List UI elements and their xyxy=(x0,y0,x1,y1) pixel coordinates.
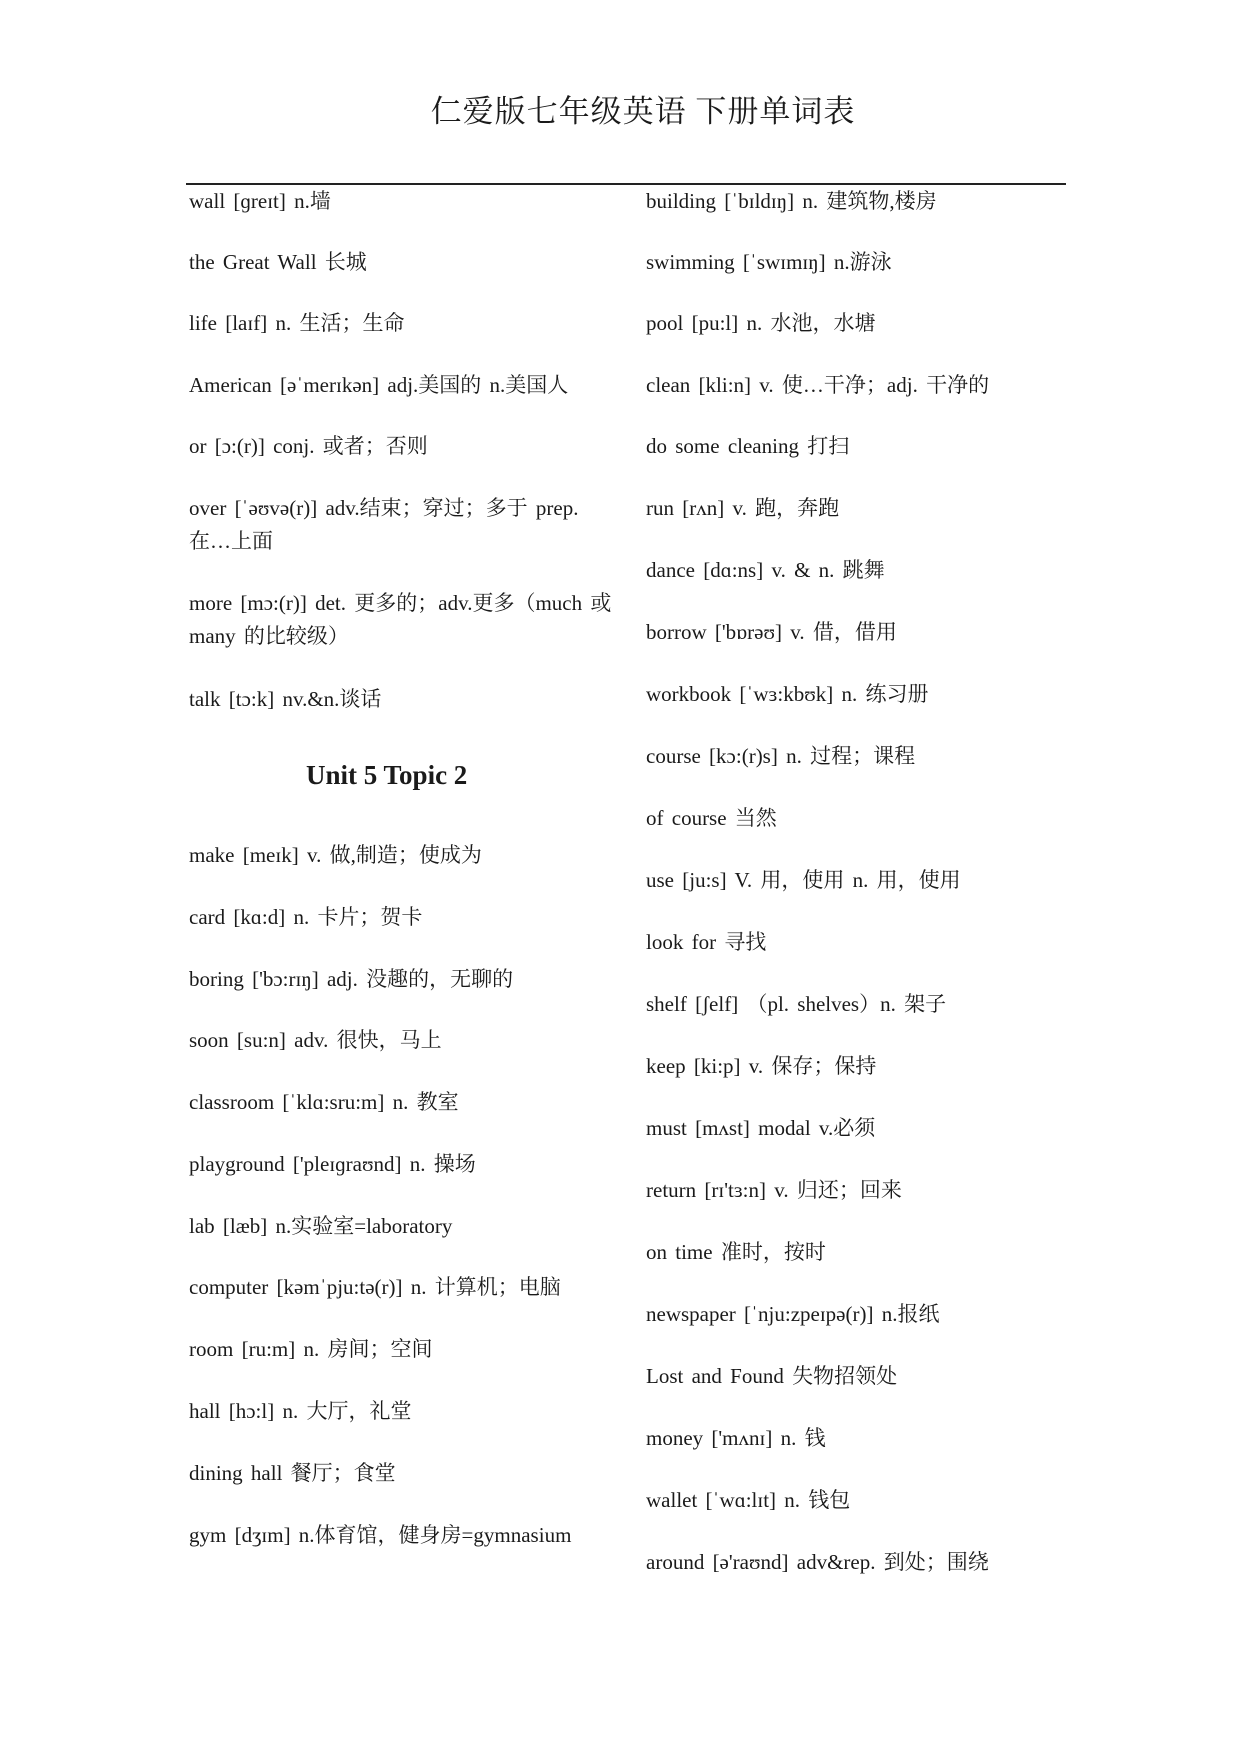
word-entry: gym [dʒɪm] n.体育馆，健身房=gymnasium xyxy=(189,1523,572,1547)
word-entry: borrow ['bɒrəʊ] v. 借，借用 xyxy=(646,620,897,644)
word-entry: workbook [ˈwɜ:kbʊk] n. 练习册 xyxy=(646,682,929,706)
word-entry: must [mʌst] modal v.必须 xyxy=(646,1116,876,1140)
word-entry: or [ɔ:(r)] conj. 或者；否则 xyxy=(189,434,428,458)
word-entry: return [rɪ'tɜ:n] v. 归还；回来 xyxy=(646,1178,902,1202)
word-entry: wall [ɡreɪt] n.墙 xyxy=(189,189,331,213)
word-entry: the Great Wall 长城 xyxy=(189,250,367,274)
unit-heading: Unit 5 Topic 2 xyxy=(306,760,468,790)
word-entry: over [ˈəʊvə(r)] adv.结束；穿过；多于 prep. 在…上面 xyxy=(189,496,579,553)
word-entry: wallet [ˈwɑ:lɪt] n. 钱包 xyxy=(646,1488,851,1512)
word-entry: make [meɪk] v. 做,制造；使成为 xyxy=(189,843,482,867)
word-entry: American [əˈmerɪkən] adj.美国的 n.美国人 xyxy=(189,373,569,397)
word-entry: use [ju:s] V. 用，使用 n. 用，使用 xyxy=(646,868,961,892)
word-entry: pool [pu:l] n. 水池，水塘 xyxy=(646,311,876,335)
word-entry: hall [hɔ:l] n. 大厅，礼堂 xyxy=(189,1399,412,1423)
word-entry: of course 当然 xyxy=(646,806,777,830)
word-entry: lab [læb] n.实验室=laboratory xyxy=(189,1214,453,1238)
word-entry: soon [su:n] adv. 很快，马上 xyxy=(189,1028,442,1052)
word-entry: dance [dɑ:ns] v. & n. 跳舞 xyxy=(646,558,885,582)
word-entry: classroom [ˈklɑ:sru:m] n. 教室 xyxy=(189,1090,459,1114)
word-entry: around [ə'raʊnd] adv&rep. 到处；围绕 xyxy=(646,1550,989,1574)
word-entry: keep [ki:p] v. 保存；保持 xyxy=(646,1054,877,1078)
word-entry: computer [kəmˈpju:tə(r)] n. 计算机；电脑 xyxy=(189,1275,561,1299)
word-entry: on time 准时，按时 xyxy=(646,1240,826,1264)
word-entry: dining hall 餐厅；食堂 xyxy=(189,1461,396,1485)
word-entry: shelf [ʃelf] （pl. shelves）n. 架子 xyxy=(646,992,947,1016)
page-title: 仁爱版七年级英语 下册单词表 xyxy=(430,94,856,129)
word-entry: room [ru:m] n. 房间；空间 xyxy=(189,1337,433,1361)
word-entry: money ['mʌnɪ] n. 钱 xyxy=(646,1426,826,1450)
word-entry: building [ˈbɪldɪŋ] n. 建筑物,楼房 xyxy=(646,189,937,213)
word-entry: talk [tɔ:k] nv.&n.谈话 xyxy=(189,687,382,711)
word-entry: boring ['bɔ:rɪŋ] adj. 没趣的，无聊的 xyxy=(189,967,514,991)
word-entry: newspaper [ˈnju:zpeɪpə(r)] n.报纸 xyxy=(646,1302,940,1326)
word-entry: course [kɔ:(r)s] n. 过程；课程 xyxy=(646,744,916,768)
word-entry: do some cleaning 打扫 xyxy=(646,434,850,458)
word-entry: Lost and Found 失物招领处 xyxy=(646,1364,898,1388)
word-entry: card [kɑ:d] n. 卡片；贺卡 xyxy=(189,905,423,929)
word-entry: run [rʌn] v. 跑，奔跑 xyxy=(646,496,840,520)
word-entry: playground ['pleɪɡraʊnd] n. 操场 xyxy=(189,1152,476,1176)
word-entry: more [mɔ:(r)] det. 更多的；adv.更多（much 或 many 的比较级） xyxy=(189,591,612,648)
word-entry: swimming [ˈswɪmɪŋ] n.游泳 xyxy=(646,250,892,274)
word-entry: look for 寻找 xyxy=(646,930,767,954)
word-entry: clean [kli:n] v. 使…干净；adj. 干净的 xyxy=(646,373,990,397)
word-entry: life [laɪf] n. 生活；生命 xyxy=(189,311,405,335)
